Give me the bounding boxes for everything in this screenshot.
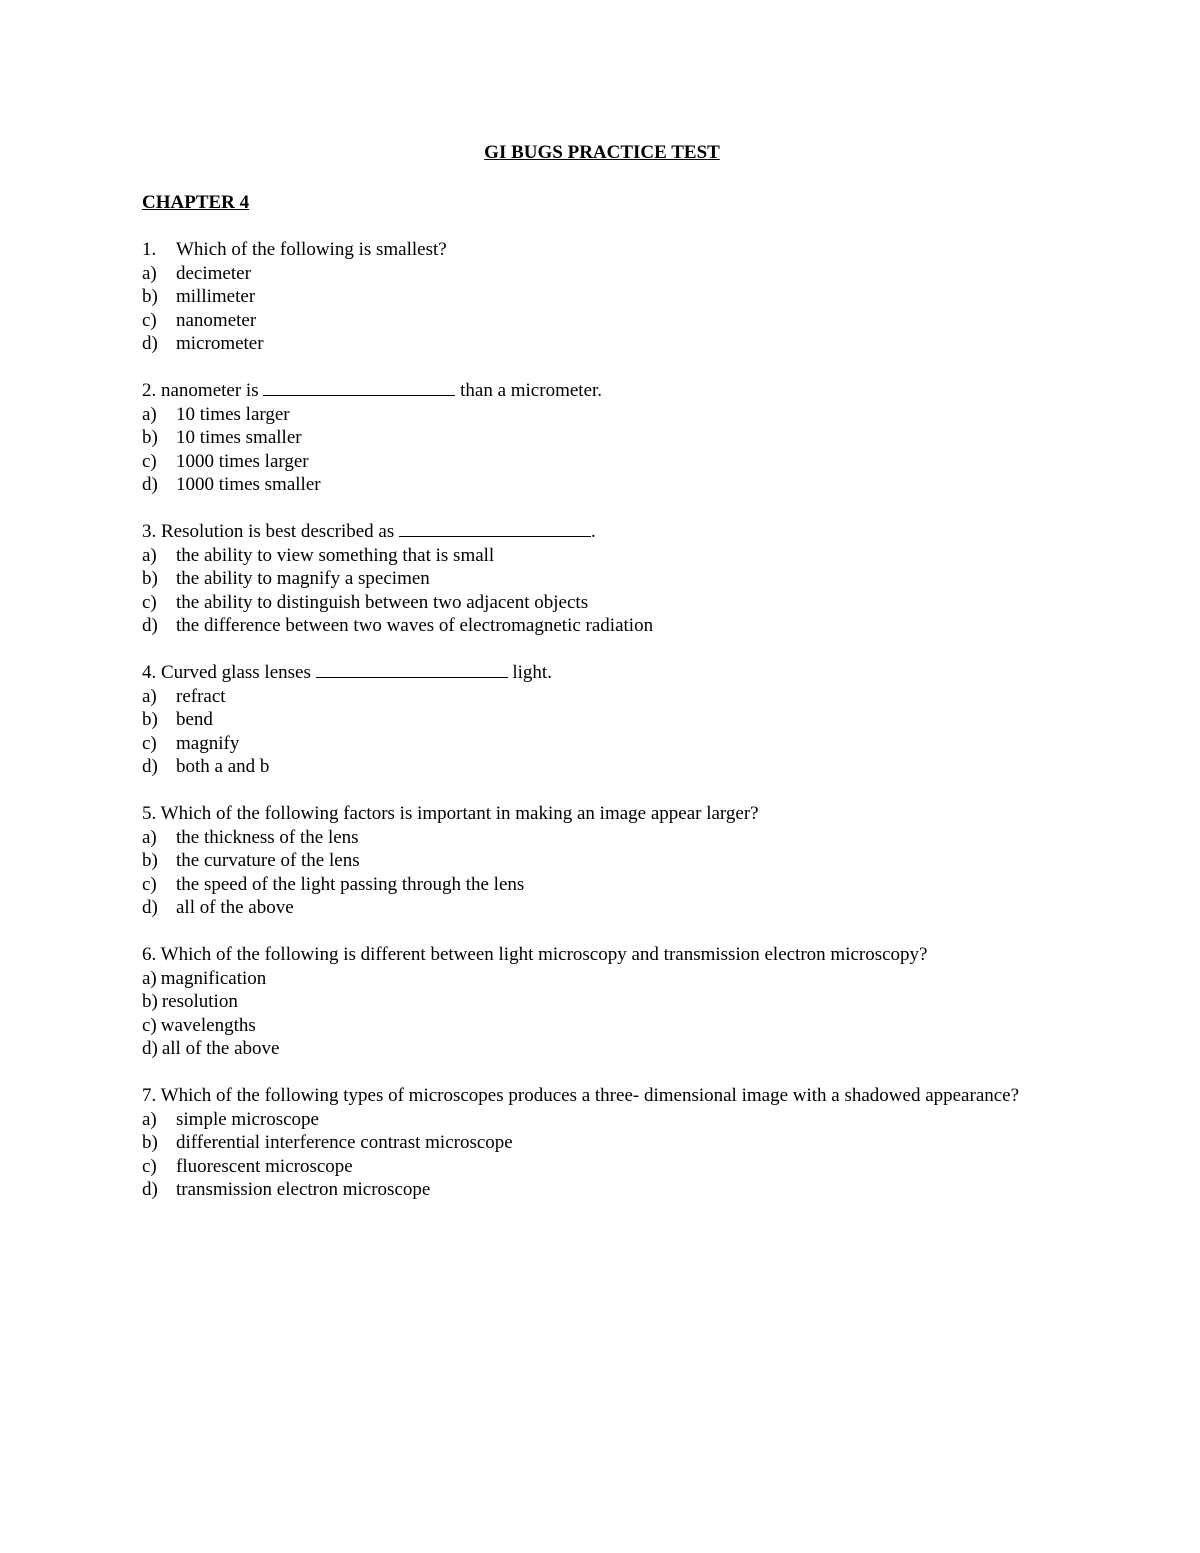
option-text: both a and b: [176, 756, 270, 777]
question-stem: [142, 520, 1062, 544]
option-text: the difference between two waves of electromagnetic radiation: [176, 615, 654, 636]
option-label: c): [142, 450, 157, 472]
option-label: a): [142, 1108, 157, 1130]
answer-option: [142, 896, 1062, 920]
option-text: the ability to magnify a specimen: [176, 568, 430, 589]
option-label: b): [142, 709, 158, 730]
option-text: the thickness of the lens: [176, 826, 359, 848]
option-label: d): [142, 897, 158, 918]
option-label: a): [142, 262, 157, 284]
option-text: 10 times larger: [176, 403, 290, 425]
question-text-prefix: 3. Resolution is best described as: [142, 521, 399, 542]
answer-option: [142, 262, 1062, 286]
answer-option: [142, 826, 1062, 850]
answer-option: [142, 849, 1062, 873]
document-title: GI BUGS PRACTICE TEST: [484, 142, 720, 163]
question-text-suffix: .: [591, 521, 596, 542]
chapter-heading: CHAPTER 4: [142, 191, 250, 213]
option-label: c): [142, 873, 157, 895]
answer-option: [142, 544, 1062, 568]
fill-in-blank: [263, 394, 455, 396]
question-text: 5. Which of the following factors is important in making an image appear larger?: [142, 803, 759, 824]
question-text-prefix: 2. nanometer is: [142, 380, 264, 401]
question-text-prefix: 4. Curved glass lenses: [142, 662, 316, 683]
option-label: b): [142, 286, 158, 307]
question-3: [142, 520, 1062, 638]
option-label: c): [142, 591, 157, 613]
option-text: micrometer: [176, 333, 264, 354]
answer-option: [142, 1014, 1062, 1038]
option-label: d): [142, 1179, 158, 1200]
option-text: fluorescent microscope: [176, 1155, 353, 1177]
answer-option: [142, 967, 1062, 991]
option-label: c): [142, 1155, 157, 1177]
question-2: [142, 379, 1062, 497]
question-stem: [142, 661, 1062, 685]
question-text: 6. Which of the following is different between light microscopy and transmission electron microscopy?: [142, 944, 928, 965]
answer-option: [142, 614, 1062, 638]
option-text: magnification: [160, 967, 267, 989]
option-text: the ability to distinguish between two adjacent objects: [176, 591, 589, 613]
option-label: a): [142, 403, 157, 425]
option-label: a): [142, 967, 157, 989]
option-text: 1000 times smaller: [176, 474, 321, 495]
option-label: b): [142, 427, 158, 448]
question-text-suffix: light.: [507, 662, 552, 683]
option-text: resolution: [161, 991, 238, 1012]
answer-option: [142, 1108, 1062, 1132]
option-label: a): [142, 826, 157, 848]
answer-option: [142, 755, 1062, 779]
option-text: 10 times smaller: [176, 427, 302, 448]
option-text: millimeter: [176, 286, 256, 307]
answer-option: [142, 285, 1062, 309]
question-text: 7. Which of the following types of microscopes produces a three- dimensional image with a shadowed appearance?: [142, 1085, 1020, 1106]
option-text: magnify: [176, 732, 240, 754]
answer-option: [142, 873, 1062, 897]
option-label: c): [142, 732, 157, 754]
option-text: 1000 times larger: [176, 450, 309, 472]
option-text: all of the above: [176, 897, 294, 918]
option-label: b): [142, 850, 158, 871]
option-text: the curvature of the lens: [176, 850, 360, 871]
answer-option: [142, 309, 1062, 333]
question-text: Which of the following is smallest?: [176, 239, 447, 260]
answer-option: [142, 732, 1062, 756]
fill-in-blank: [399, 535, 591, 537]
answer-option: [142, 332, 1062, 356]
answer-option: [142, 450, 1062, 474]
option-label: a): [142, 544, 157, 566]
question-4: [142, 661, 1062, 779]
answer-option: [142, 426, 1062, 450]
question-stem: [142, 238, 1062, 262]
option-label: b): [142, 991, 158, 1012]
option-text: all of the above: [161, 1038, 280, 1059]
answer-option: [142, 685, 1062, 709]
option-label: d): [142, 333, 158, 354]
answer-option: [142, 591, 1062, 615]
answer-option: [142, 708, 1062, 732]
option-text: bend: [176, 709, 213, 730]
answer-option: [142, 1131, 1062, 1155]
answer-option: [142, 1037, 1062, 1061]
option-label: d): [142, 474, 158, 495]
question-text-suffix: than a micrometer.: [455, 380, 603, 401]
question-6: [142, 943, 1062, 1061]
option-label: d): [142, 615, 158, 636]
option-text: decimeter: [176, 262, 251, 284]
answer-option: [142, 1155, 1062, 1179]
answer-option: [142, 567, 1062, 591]
option-label: b): [142, 1132, 158, 1153]
option-label: c): [142, 309, 157, 331]
answer-option: [142, 403, 1062, 427]
option-label: d): [142, 1038, 158, 1059]
option-label: d): [142, 756, 158, 777]
option-text: differential interference contrast microscope: [176, 1132, 513, 1153]
option-text: wavelengths: [160, 1014, 256, 1036]
option-label: b): [142, 568, 158, 589]
option-text: refract: [176, 685, 226, 707]
document-page: [142, 141, 1062, 1225]
option-text: nanometer: [176, 309, 257, 331]
question-number: 1.: [142, 239, 157, 260]
answer-option: [142, 1178, 1062, 1202]
option-text: simple microscope: [176, 1108, 319, 1130]
fill-in-blank: [316, 676, 508, 678]
option-text: transmission electron microscope: [176, 1179, 431, 1200]
option-label: a): [142, 685, 157, 707]
question-7: [142, 1084, 1062, 1202]
answer-option: [142, 473, 1062, 497]
answer-option: [142, 990, 1062, 1014]
option-text: the speed of the light passing through the lens: [176, 873, 525, 895]
question-stem: [142, 379, 1062, 403]
option-label: c): [142, 1014, 157, 1036]
option-text: the ability to view something that is small: [176, 544, 495, 566]
question-1: [142, 238, 1062, 356]
question-5: [142, 802, 1062, 920]
